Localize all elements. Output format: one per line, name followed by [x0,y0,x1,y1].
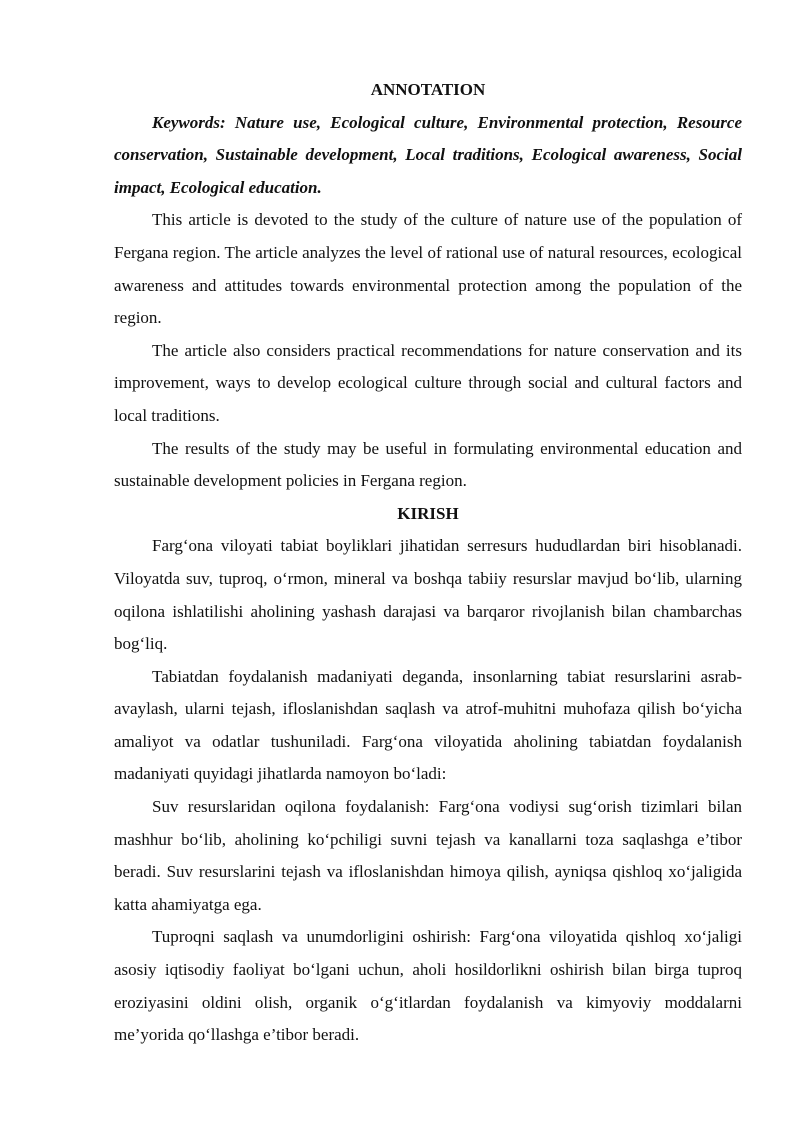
kirish-heading: KIRISH [397,503,459,523]
kirish-paragraph: Farg‘ona viloyati tabiat boyliklari jihatidan serresurs hududlardan biri hisoblanadi. Viloyatda suv, tuproq, o‘rmon, mineral va boshqa tabiiy resurslar mavjud bo‘lib, ularning oqilona ishlatilishi aholining yashash darajasi va barqaror rivojlanish bilan chambarchas bog‘liq. [114,536,742,654]
document-page [114,74,742,1052]
annotation-paragraph: The article also considers practical recommendations for nature conservation and its improvement, ways to develop ecological culture through social and cultural factors and local traditions. [114,340,742,425]
kirish-paragraph: Suv resurslaridan oqilona foydalanish: Farg‘ona vodiysi sug‘orish tizimlari bilan mashhur bo‘lib, aholining ko‘pchiligi suvni tejash va kanallarni toza saqlashga e’tibor beradi. Suv resurslarini tejash va ifloslanishdan himoya qilish, ayniqsa qishloq xo‘jaligida katta ahamiyatga ega. [114,797,742,914]
keywords-paragraph: Keywords: Nature use, Ecological culture, Environmental protection, Resource conservation, Sustainable development, Local traditions, Ecological awareness, Social impact, Ecological education. [114,112,742,197]
kirish-paragraph: Tabiatdan foydalanish madaniyati deganda, insonlarning tabiat resurslarini asrab-avaylash, ularni tejash, ifloslanishdan saqlash va atrof-muhitni muhofaza qilish bo‘yicha amaliyot va odatlar tushuniladi. Farg‘ona viloyatida aholining tabiatdan foydalanish madaniyati quyidagi jihatlarda namoyon bo‘ladi: [114,666,742,784]
annotation-paragraph: This article is devoted to the study of the culture of nature use of the population of Fergana region. The article analyzes the level of rational use of natural resources, ecological awareness and attitudes towards environmental protection among the population of the region. [114,210,742,328]
kirish-paragraph: Tuproqni saqlash va unumdorligini oshirish: Farg‘ona viloyatida qishloq xo‘jaligi asosiy iqtisodiy faoliyat bo‘lgani uchun, aholi hosildorlikni oshirish bilan birga tuproq eroziyasini oldini olish, organik o‘g‘itlardan foydalanish va kimyoviy moddalarni me’yorida qo‘llashga e’tibor beradi. [114,927,742,1045]
annotation-heading: ANNOTATION [370,80,486,99]
annotation-paragraph: The results of the study may be useful in formulating environmental education and sustainable development policies in Fergana region. [114,438,742,491]
